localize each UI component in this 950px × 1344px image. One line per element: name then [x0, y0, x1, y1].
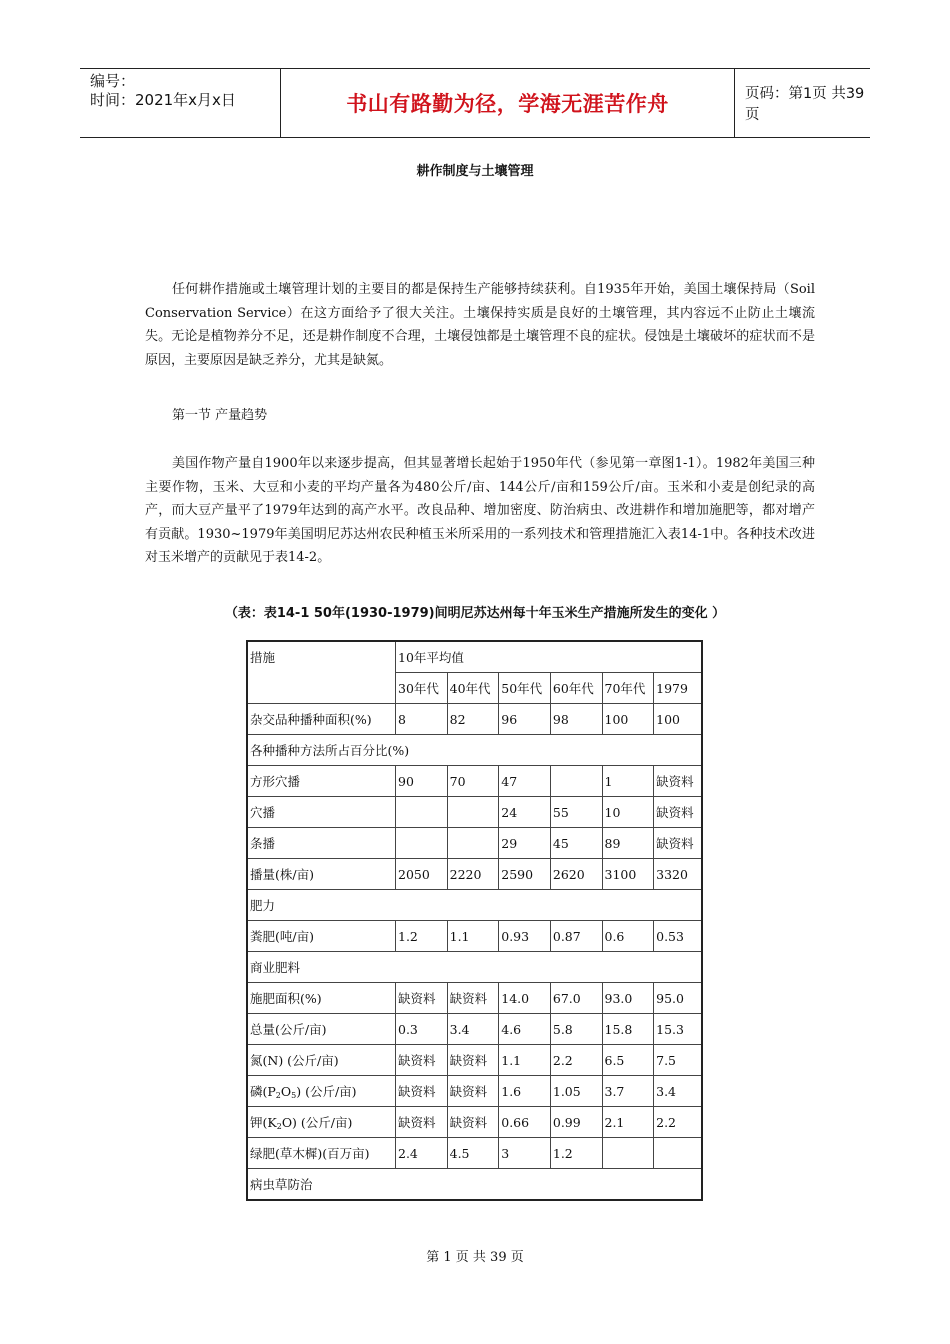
table-cell: 98: [550, 704, 602, 735]
row-label: 施肥面积(%): [247, 983, 396, 1014]
table-cell: 29: [499, 828, 551, 859]
row-label: 条播: [247, 828, 396, 859]
table-row: [247, 1076, 702, 1107]
decade-header: 60年代: [550, 673, 602, 704]
row-label: 粪肥(吨/亩): [247, 921, 396, 952]
table-cell: 1.1: [447, 921, 499, 952]
subscript: 2: [276, 1122, 282, 1131]
table-cell: 缺资料: [654, 766, 702, 797]
table-row: [247, 766, 702, 797]
decade-header: 30年代: [396, 673, 448, 704]
table-cell: [396, 797, 448, 828]
table-cell: 14.0: [499, 983, 551, 1014]
table-cell: 缺资料: [396, 1076, 448, 1107]
table-cell: 2050: [396, 859, 448, 890]
table-cell: 0.3: [396, 1014, 448, 1045]
decade-header: 1979: [654, 673, 702, 704]
table-cell: 缺资料: [654, 828, 702, 859]
table-cell: 0.66: [499, 1107, 551, 1138]
table-cell: 3.4: [447, 1014, 499, 1045]
table-row: [247, 983, 702, 1014]
row-label: 绿肥(草木樨)(百万亩): [247, 1138, 396, 1169]
paragraph-intro: 任何耕作措施或土壤管理计划的主要目的都是保持生产能够持续获利。自1935年开始，美国土壤保持局（Soil Conservation Service）在这方面给予了很大关注。土壤保持实质是良好的土壤管理，其内容远不止防止土壤流失。无论是植物养分不足，还是耕作制度不合理，土壤侵蚀都是土壤管理不良的症状。侵蚀是土壤破坏的症状而不是原因，主要原因是缺乏养分，尤其是缺氮。: [145, 282, 815, 368]
table-cell: 3.4: [654, 1076, 702, 1107]
table-cell: 100: [602, 704, 654, 735]
row-label: 穴播: [247, 797, 396, 828]
page-header: [80, 68, 870, 138]
table-cell: 1.2: [396, 921, 448, 952]
row-label: [247, 1076, 396, 1107]
table-cell: 缺资料: [396, 1107, 448, 1138]
table-cell: 4.5: [447, 1138, 499, 1169]
table-cell: 55: [550, 797, 602, 828]
subscript: 2: [275, 1091, 281, 1100]
table-cell: 96: [499, 704, 551, 735]
table-section-row: [247, 890, 702, 921]
table-cell: 缺资料: [447, 1107, 499, 1138]
table-cell: 0.53: [654, 921, 702, 952]
table-caption: （表：表14-1 50年(1930-1979)间明尼苏达州每十年玉米生产措施所发生的变化 ）: [224, 606, 726, 621]
table-cell: 24: [499, 797, 551, 828]
table-cell: 15.3: [654, 1014, 702, 1045]
table-cell: 2620: [550, 859, 602, 890]
row-label: 氮(N) (公斤/亩): [247, 1045, 396, 1076]
table-cell: 2590: [499, 859, 551, 890]
decade-header: 40年代: [447, 673, 499, 704]
table-cell: 45: [550, 828, 602, 859]
table-cell: 3320: [654, 859, 702, 890]
table-cell: 89: [602, 828, 654, 859]
header-decade-average: 10年平均值: [396, 641, 703, 673]
table-cell: 缺资料: [447, 1076, 499, 1107]
row-label: 总量(公斤/亩): [247, 1014, 396, 1045]
table-row: [247, 1045, 702, 1076]
table-row: [247, 1107, 702, 1138]
table-cell: 0.93: [499, 921, 551, 952]
table-cell: 1.6: [499, 1076, 551, 1107]
table-cell: 10: [602, 797, 654, 828]
table-cell: 2220: [447, 859, 499, 890]
table-cell: 5.8: [550, 1014, 602, 1045]
table-row: [247, 921, 702, 952]
row-label: 播量(株/亩): [247, 859, 396, 890]
decade-header: 70年代: [602, 673, 654, 704]
decade-header: 50年代: [499, 673, 551, 704]
table-cell: [550, 766, 602, 797]
table-cell: [654, 1138, 702, 1169]
table-cell: 3.7: [602, 1076, 654, 1107]
table-row: [247, 859, 702, 890]
table-cell: 0.99: [550, 1107, 602, 1138]
section-label: 肥力: [247, 890, 702, 921]
table-cell: [447, 828, 499, 859]
header-motto: 书山有路勤为径，学海无涯苦作舟: [280, 69, 735, 137]
table-cell: 0.6: [602, 921, 654, 952]
section-label: 病虫草防治: [247, 1169, 702, 1201]
label-part: 钾(K: [250, 1115, 277, 1130]
table-cell: 缺资料: [396, 1045, 448, 1076]
table-cell: 95.0: [654, 983, 702, 1014]
table-cell: 7.5: [654, 1045, 702, 1076]
table-row: [247, 704, 702, 735]
table-cell: 3: [499, 1138, 551, 1169]
label-part: 磷(P: [250, 1084, 276, 1099]
header-number: 编号：: [90, 72, 136, 90]
label-part: O) (公斤/亩): [281, 1115, 353, 1130]
table-cell: [602, 1138, 654, 1169]
row-label: 杂交品种播种面积(%): [247, 704, 396, 735]
table-section-row: [247, 735, 702, 766]
table-cell: 2.2: [654, 1107, 702, 1138]
table-cell: 缺资料: [447, 983, 499, 1014]
table-header-row: [247, 641, 702, 673]
label-part: ) (公斤/亩): [296, 1084, 357, 1099]
table-cell: [396, 828, 448, 859]
document-title: 耕作制度与土壤管理: [416, 164, 534, 179]
table-cell: 15.8: [602, 1014, 654, 1045]
paragraph-yield-trend: 美国作物产量自1900年以来逐步提高，但其显著增长起始于1950年代（参见第一章图1-1）。1982年美国三种主要作物，玉米、大豆和小麦的平均产量各为480公斤/亩、144公斤/亩和159公斤/亩。玉米和小麦是创纪录的高产，而大豆产量平了1979年达到的高产水平。改良品种、增加密度、防治病虫、改进耕作和增加施肥等，都对增产有贡献。1930~1979年美国明尼苏达州农民种植玉米所采用的一系列技术和管理措施汇入表14-1中。各种技术改进对玉米增产的贡献见于表14-2。: [145, 456, 815, 565]
row-label: 方形穴播: [247, 766, 396, 797]
table-cell: 2.4: [396, 1138, 448, 1169]
header-time: 时间：2021年x月x日: [90, 91, 236, 109]
table-cell: 1.05: [550, 1076, 602, 1107]
label-part: O: [280, 1084, 292, 1099]
header-meta: [80, 69, 280, 137]
table-cell: 82: [447, 704, 499, 735]
table-cell: 8: [396, 704, 448, 735]
table-row: [247, 1138, 702, 1169]
section-label: 各种播种方法所占百分比(%): [247, 735, 702, 766]
section-heading: 第一节 产量趋势: [172, 408, 268, 423]
header-measure: 措施: [247, 641, 396, 704]
page-footer: 第 1 页 共 39 页: [426, 1250, 524, 1265]
table-cell: 缺资料: [447, 1045, 499, 1076]
table-cell: 67.0: [550, 983, 602, 1014]
row-label: [247, 1107, 396, 1138]
table-cell: 1.1: [499, 1045, 551, 1076]
table-row: [247, 1014, 702, 1045]
table-cell: 100: [654, 704, 702, 735]
table-cell: 缺资料: [396, 983, 448, 1014]
table-cell: 70: [447, 766, 499, 797]
data-table: [246, 640, 703, 1201]
table-cell: 0.87: [550, 921, 602, 952]
table-row: [247, 797, 702, 828]
table-cell: 93.0: [602, 983, 654, 1014]
section-label: 商业肥料: [247, 952, 702, 983]
table-cell: 6.5: [602, 1045, 654, 1076]
table-cell: 2.2: [550, 1045, 602, 1076]
table-cell: 1.2: [550, 1138, 602, 1169]
table-cell: 1: [602, 766, 654, 797]
table-cell: 2.1: [602, 1107, 654, 1138]
header-page-count: 页码：第1页 共39页: [745, 86, 865, 123]
table-cell: 4.6: [499, 1014, 551, 1045]
subscript: 5: [291, 1091, 297, 1100]
table-section-row: [247, 1169, 702, 1201]
table-cell: 缺资料: [654, 797, 702, 828]
table-cell: 3100: [602, 859, 654, 890]
table-cell: 90: [396, 766, 448, 797]
table-cell: [447, 797, 499, 828]
table-row: [247, 828, 702, 859]
table-section-row: [247, 952, 702, 983]
table-cell: 47: [499, 766, 551, 797]
